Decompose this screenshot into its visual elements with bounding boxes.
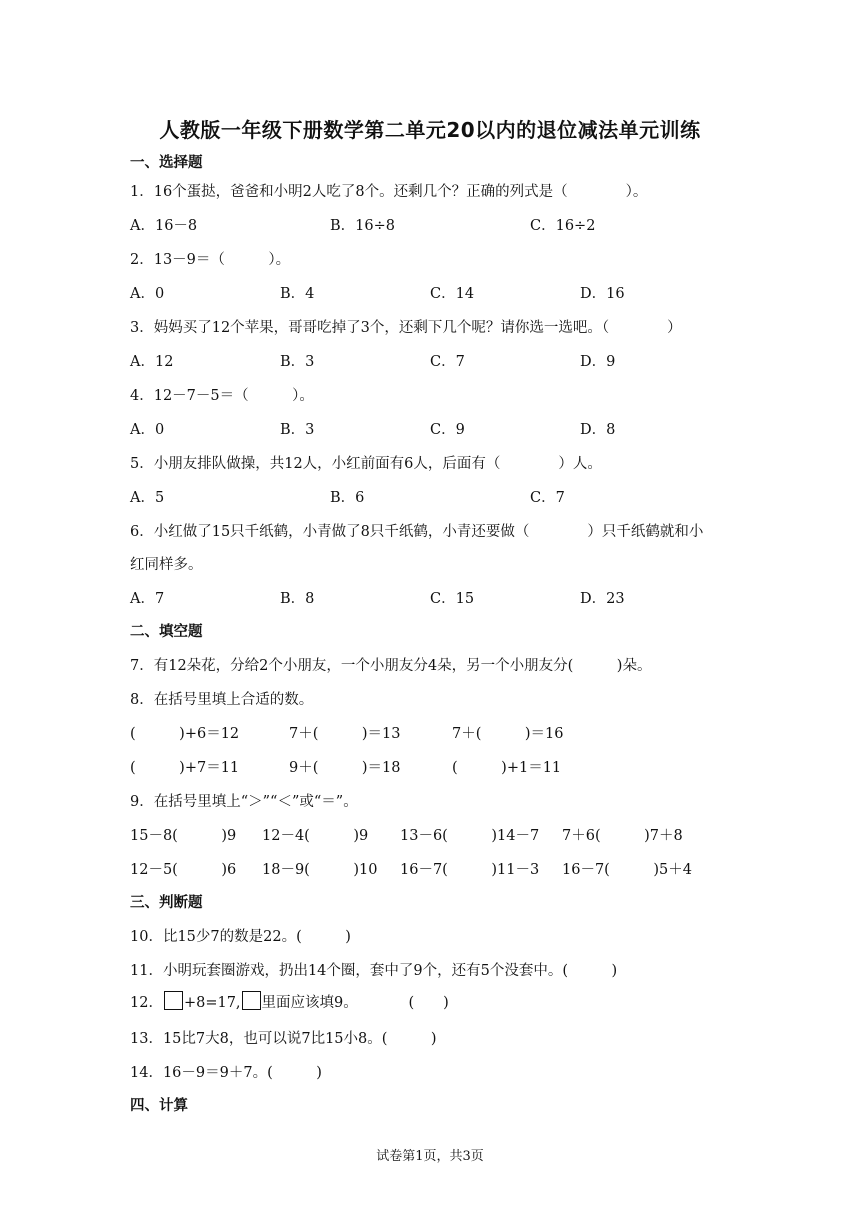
question-3: 3．妈妈买了12个苹果，哥哥吃掉了3个，还剩下几个呢？请你选一选吧。（ ）: [130, 320, 682, 336]
page-title: 人教版一年级下册数学第二单元20以内的退位减法单元训练: [159, 118, 701, 142]
question-8: 8．在括号里填上合适的数。: [130, 692, 314, 708]
section-heading-fill: 二、填空题: [130, 624, 203, 640]
option-d: D．8: [580, 422, 616, 438]
option-c: C．15: [430, 591, 475, 607]
option-d: D．23: [580, 591, 625, 607]
fill-item: ( )+1＝11: [452, 760, 562, 776]
option-d: D．16: [580, 286, 625, 302]
option-a: A．0: [130, 422, 165, 438]
option-a: A．7: [130, 591, 165, 607]
fill-item: ( )+6＝12: [130, 726, 240, 742]
section-heading-choice: 一、选择题: [130, 155, 203, 171]
option-c: C．7: [530, 490, 565, 506]
blank-box: [242, 991, 261, 1010]
question-5: 5．小朋友排队做操，共12人，小红前面有6人，后面有（ ）人。: [130, 456, 602, 472]
option-b: B．6: [330, 490, 365, 506]
question-11: 11．小明玩套圈游戏，扔出14个圈，套中了9个，还有5个没套中。( ): [130, 963, 618, 979]
fill-item: ( )+7＝11: [130, 760, 240, 776]
compare-item: 18－9( )10: [262, 862, 378, 878]
compare-item: 7＋6( )7＋8: [562, 828, 683, 844]
fill-item: 7＋( )＝13: [289, 726, 401, 742]
page-footer: 试卷第1页，共3页: [376, 1149, 484, 1164]
fill-item: 7＋( )＝16: [452, 726, 564, 742]
section-heading-judge: 三、判断题: [130, 895, 203, 911]
option-a: A．5: [130, 490, 165, 506]
question-6-line-2: 红同样多。: [130, 557, 203, 573]
question-10: 10．比15少7的数是22。( ): [130, 929, 351, 945]
option-b: B．3: [280, 354, 315, 370]
option-b: B．16÷8: [330, 218, 395, 234]
question-4: 4．12－7－5＝（ ）。: [130, 388, 314, 404]
question-12: [130, 991, 449, 1012]
option-b: B．3: [280, 422, 315, 438]
option-a: A．16－8: [130, 218, 198, 234]
question-6-line-1: 6．小红做了15只千纸鹤，小青做了8只千纸鹤，小青还要做（ ）只千纸鹤就和小: [130, 524, 704, 540]
question-14: 14．16－9＝9＋7。( ): [130, 1065, 322, 1081]
compare-item: 13－6( )14－7: [400, 828, 540, 844]
option-c: C．16÷2: [530, 218, 596, 234]
section-heading-calc: 四、计算: [130, 1098, 188, 1114]
compare-item: 16－7( )5＋4: [562, 862, 692, 878]
option-c: C．14: [430, 286, 475, 302]
compare-item: 15－8( )9: [130, 828, 237, 844]
compare-item: 12－4( )9: [262, 828, 369, 844]
question-12-number: 12．: [130, 995, 163, 1011]
blank-box: [164, 991, 183, 1010]
option-c: C．9: [430, 422, 465, 438]
option-b: B．8: [280, 591, 315, 607]
question-2: 2．13－9＝（ ）。: [130, 252, 291, 268]
option-c: C．7: [430, 354, 465, 370]
option-a: A．0: [130, 286, 165, 302]
question-7: 7．有12朵花，分给2个小朋友，一个小朋友分4朵，另一个小朋友分( )朵。: [130, 658, 652, 674]
question-9: 9．在括号里填上“＞”“＜”或“＝”。: [130, 794, 358, 810]
compare-item: 16－7( )11－3: [400, 862, 540, 878]
option-b: B．4: [280, 286, 315, 302]
fill-item: 9＋( )＝18: [289, 760, 401, 776]
question-13: 13．15比7大8，也可以说7比15小8。( ): [130, 1031, 437, 1047]
question-12-equation: +8=17,: [183, 995, 241, 1011]
option-d: D．9: [580, 354, 616, 370]
question-12-statement: 里面应该填9。 ( ): [261, 995, 449, 1011]
question-1: 1．16个蛋挞，爸爸和小明2人吃了8个。还剩几个？正确的列式是（ ）。: [130, 184, 648, 200]
compare-item: 12－5( )6: [130, 862, 237, 878]
option-a: A．12: [130, 354, 174, 370]
